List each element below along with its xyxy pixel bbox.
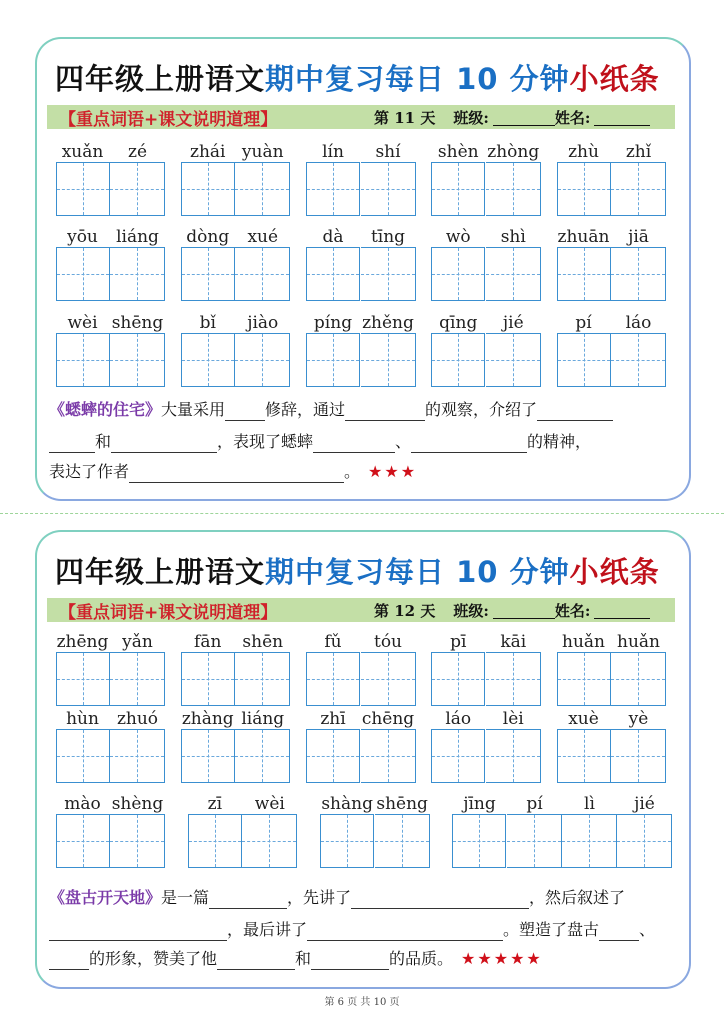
day-label: 第 12 天 xyxy=(374,601,436,620)
character-cell xyxy=(431,708,486,783)
character-cell xyxy=(556,141,611,216)
blank[interactable] xyxy=(49,951,89,970)
day-12-card xyxy=(35,530,691,989)
tianzige-writing-box[interactable] xyxy=(181,333,235,387)
blank[interactable] xyxy=(345,402,425,421)
tianzige-writing-box[interactable] xyxy=(611,162,666,216)
sentence-text: 、 xyxy=(395,432,412,451)
topic-label: 【重点词语+课文说明道理】 xyxy=(59,602,278,623)
sentence-text: ，表现了蟋蟀 xyxy=(217,432,314,451)
tianzige-writing-box[interactable] xyxy=(110,333,165,387)
sentence-text: 四年级上册语文 xyxy=(55,555,266,589)
class-label: 班级: xyxy=(453,601,489,620)
blank[interactable] xyxy=(217,951,295,970)
pinyin-label: píng xyxy=(313,313,353,333)
title-part-1: 四年级上册语文 xyxy=(55,62,266,96)
blank[interactable] xyxy=(307,922,503,941)
pinyin-label: hùn xyxy=(66,709,99,729)
character-cell xyxy=(562,793,617,868)
blank[interactable] xyxy=(599,922,639,941)
tianzige-writing-box[interactable] xyxy=(320,814,374,868)
name-field[interactable] xyxy=(594,109,650,126)
sentence-text: 大量采用 xyxy=(161,400,226,419)
pinyin-label: huǎn xyxy=(617,632,660,652)
character-cell xyxy=(486,226,541,301)
character-cell xyxy=(55,708,110,783)
character-cell xyxy=(617,793,672,868)
pinyin-label: jiào xyxy=(247,313,279,333)
tianzige-writing-box[interactable] xyxy=(486,652,541,706)
sentence-line-2 xyxy=(49,431,591,453)
pinyin-label: xué xyxy=(247,227,279,247)
tianzige-writing-box[interactable] xyxy=(486,247,541,301)
character-cell xyxy=(306,631,361,706)
character-cell xyxy=(235,226,290,301)
pinyin-label: tīng xyxy=(370,227,406,247)
tianzige-writing-box[interactable] xyxy=(235,333,290,387)
tianzige-writing-box[interactable] xyxy=(611,333,666,387)
tianzige-writing-box[interactable] xyxy=(431,247,485,301)
pinyin-label: bǐ xyxy=(199,313,216,333)
tianzige-writing-box[interactable] xyxy=(181,247,235,301)
character-cell xyxy=(361,312,416,387)
character-cell xyxy=(55,793,110,868)
sentence-text: 修辞，通过 xyxy=(265,400,346,419)
pinyin-label: lì xyxy=(584,794,595,814)
character-cell xyxy=(110,631,165,706)
sentence-text: 的观察，介绍了 xyxy=(425,400,538,419)
blank[interactable] xyxy=(311,951,389,970)
pinyin-label: láo xyxy=(445,709,472,729)
pinyin-label: liáng xyxy=(241,709,285,729)
word-group xyxy=(452,793,672,868)
character-cell xyxy=(180,631,235,706)
tianzige-writing-box[interactable] xyxy=(431,333,485,387)
character-cell xyxy=(180,141,235,216)
word-group xyxy=(306,226,416,301)
word-group xyxy=(431,226,541,301)
pinyin-label: wèi xyxy=(67,313,98,333)
word-group xyxy=(55,312,165,387)
blank[interactable] xyxy=(537,402,613,421)
blank[interactable] xyxy=(225,402,265,421)
title-part-2: 期中复习每日 10 分钟 xyxy=(265,62,570,96)
character-cell xyxy=(320,793,375,868)
character-cell xyxy=(556,312,611,387)
word-group xyxy=(556,631,666,706)
word-group xyxy=(556,141,666,216)
pinyin-label: zhù xyxy=(568,142,599,162)
tianzige-writing-box[interactable] xyxy=(56,652,110,706)
pinyin-label: lèi xyxy=(502,709,524,729)
character-cell xyxy=(611,631,666,706)
pinyin-label: zhī xyxy=(320,709,346,729)
tianzige-writing-box[interactable] xyxy=(431,652,485,706)
pinyin-label: zhǐ xyxy=(625,142,652,162)
tianzige-writing-box[interactable] xyxy=(181,729,235,783)
tianzige-writing-box[interactable] xyxy=(361,652,416,706)
sentence-text: ，然后叙述了 xyxy=(529,888,626,907)
worksheet-title xyxy=(55,550,660,591)
pinyin-label: dà xyxy=(322,227,344,247)
pinyin-label: pí xyxy=(575,313,592,333)
pinyin-label: zhái xyxy=(190,142,226,162)
pinyin-label: shàng xyxy=(321,794,373,814)
word-group xyxy=(55,708,165,783)
character-cell xyxy=(486,141,541,216)
pinyin-label: zhěng xyxy=(362,313,414,333)
tianzige-writing-box[interactable] xyxy=(56,162,110,216)
pinyin-label: zhuān xyxy=(557,227,610,247)
pinyin-label: chēng xyxy=(361,709,415,729)
pinyin-label: pī xyxy=(450,632,467,652)
word-group xyxy=(431,312,541,387)
tianzige-writing-box[interactable] xyxy=(110,162,165,216)
pinyin-label: jīng xyxy=(463,794,496,814)
sentence-line-1 xyxy=(49,399,613,421)
character-cell xyxy=(431,631,486,706)
pinyin-label: shēng xyxy=(111,313,164,333)
word-group xyxy=(306,312,416,387)
word-group xyxy=(55,793,165,868)
tianzige-writing-box[interactable] xyxy=(306,652,360,706)
character-cell xyxy=(180,226,235,301)
blank[interactable] xyxy=(313,434,395,453)
sentence-text: 的品质。 xyxy=(389,949,454,968)
pinyin-label: pí xyxy=(526,794,543,814)
character-cell xyxy=(556,631,611,706)
tianzige-writing-box[interactable] xyxy=(486,729,541,783)
tianzige-writing-box[interactable] xyxy=(617,814,672,868)
pinyin-label: yōu xyxy=(67,227,98,247)
character-cell xyxy=(187,793,242,868)
pinyin-label: xuǎn xyxy=(61,142,104,162)
pinyin-row xyxy=(55,631,666,706)
pinyin-label: liáng xyxy=(116,227,159,247)
word-group xyxy=(180,312,290,387)
sentence-text: 表达了作者 xyxy=(49,462,130,481)
tianzige-writing-box[interactable] xyxy=(56,247,110,301)
character-cell xyxy=(611,708,666,783)
character-cell xyxy=(431,226,486,301)
pinyin-label: xuè xyxy=(568,709,599,729)
character-cell xyxy=(242,793,297,868)
lesson-title: 《盘古开天地》 xyxy=(49,888,162,907)
character-cell xyxy=(235,708,290,783)
sentence-line-1 xyxy=(49,887,625,909)
word-group xyxy=(180,141,290,216)
tianzige-writing-box[interactable] xyxy=(431,729,485,783)
sentence-text: 小纸条 xyxy=(569,555,660,589)
title-part-3: 小纸条 xyxy=(569,62,660,96)
character-cell xyxy=(361,141,416,216)
tianzige-writing-box[interactable] xyxy=(611,247,666,301)
word-group xyxy=(55,226,165,301)
word-group xyxy=(306,141,416,216)
word-group xyxy=(180,226,290,301)
character-cell xyxy=(452,793,507,868)
pinyin-label: shì xyxy=(500,227,526,247)
pinyin-label: jié xyxy=(634,794,655,814)
character-cell xyxy=(611,141,666,216)
cut-line-divider xyxy=(0,513,724,514)
blank[interactable] xyxy=(111,434,217,453)
topic-label: 【重点词语+课文说明道理】 xyxy=(59,109,278,130)
page-number: 第 6 页 共 10 页 xyxy=(324,997,400,1008)
character-cell xyxy=(431,312,486,387)
class-field[interactable] xyxy=(493,109,555,126)
character-cell xyxy=(361,226,416,301)
pinyin-label: wò xyxy=(445,227,471,247)
lesson-title: 《蟋蟀的住宅》 xyxy=(49,400,162,419)
pinyin-label: jiā xyxy=(628,227,649,247)
character-cell xyxy=(110,708,165,783)
tianzige-writing-box[interactable] xyxy=(235,729,290,783)
tianzige-writing-box[interactable] xyxy=(306,333,360,387)
day-label: 第 11 天 xyxy=(374,108,436,127)
word-group xyxy=(306,631,416,706)
pinyin-label: shí xyxy=(375,142,401,162)
day-11-card xyxy=(35,37,691,501)
tianzige-writing-box[interactable] xyxy=(110,652,165,706)
character-cell xyxy=(55,226,110,301)
pinyin-label: zhàng xyxy=(181,709,234,729)
tianzige-writing-box[interactable] xyxy=(611,729,666,783)
pinyin-row xyxy=(55,708,666,783)
pinyin-label: huǎn xyxy=(562,632,605,652)
pinyin-label: dòng xyxy=(186,227,230,247)
sentence-text: 。 xyxy=(344,462,361,481)
sentence-text: 和 xyxy=(295,949,312,968)
character-cell xyxy=(180,708,235,783)
pinyin-label: yǎn xyxy=(122,632,153,652)
blank[interactable] xyxy=(351,890,529,909)
tianzige-writing-box[interactable] xyxy=(361,247,416,301)
pinyin-row xyxy=(55,793,672,868)
character-cell xyxy=(306,226,361,301)
pinyin-label: shèn xyxy=(437,142,479,162)
pinyin-label: zé xyxy=(127,142,148,162)
word-group xyxy=(320,793,430,868)
tianzige-writing-box[interactable] xyxy=(557,162,611,216)
tianzige-writing-box[interactable] xyxy=(56,333,110,387)
character-cell xyxy=(55,631,110,706)
pinyin-label: mào xyxy=(64,794,101,814)
tianzige-writing-box[interactable] xyxy=(486,333,541,387)
character-cell xyxy=(306,312,361,387)
name-label: 姓名: xyxy=(554,108,591,127)
sentence-text: ，最后讲了 xyxy=(227,920,308,939)
tianzige-writing-box[interactable] xyxy=(235,652,290,706)
worksheet-title xyxy=(55,57,660,98)
sentence-text: ，先讲了 xyxy=(287,888,352,907)
sentence-line-3 xyxy=(49,948,543,970)
tianzige-writing-box[interactable] xyxy=(181,162,235,216)
tianzige-writing-box[interactable] xyxy=(242,814,297,868)
sentence-text: 。塑造了盘古 xyxy=(503,920,600,939)
tianzige-writing-box[interactable] xyxy=(431,162,485,216)
tianzige-writing-box[interactable] xyxy=(557,333,611,387)
blank[interactable] xyxy=(49,922,227,941)
character-cell xyxy=(611,312,666,387)
character-cell xyxy=(507,793,562,868)
name-label: 姓名: xyxy=(554,601,591,620)
class-field[interactable] xyxy=(493,602,555,619)
character-cell xyxy=(110,226,165,301)
character-cell xyxy=(611,226,666,301)
tianzige-writing-box[interactable] xyxy=(361,333,416,387)
character-cell xyxy=(180,312,235,387)
character-cell xyxy=(375,793,430,868)
character-cell xyxy=(556,226,611,301)
sentence-text: 期中复习每日 10 分钟 xyxy=(265,555,570,589)
character-cell xyxy=(55,312,110,387)
character-cell xyxy=(235,312,290,387)
character-cell xyxy=(306,708,361,783)
tianzige-writing-box[interactable] xyxy=(188,814,242,868)
character-cell xyxy=(235,631,290,706)
pinyin-label: zhòng xyxy=(487,142,540,162)
sentence-text: 和 xyxy=(95,432,112,451)
class-label: 班级: xyxy=(453,108,489,127)
pinyin-label: zhēng xyxy=(56,632,109,652)
character-cell xyxy=(55,141,110,216)
pinyin-label: jié xyxy=(502,313,524,333)
pinyin-label: zhuó xyxy=(116,709,159,729)
blank[interactable] xyxy=(129,464,344,483)
word-group xyxy=(431,708,541,783)
tianzige-writing-box[interactable] xyxy=(557,652,611,706)
pinyin-label: shèng xyxy=(111,794,164,814)
sentence-text: 的形象，赞美了他 xyxy=(89,949,218,968)
character-cell xyxy=(486,312,541,387)
word-group xyxy=(180,631,290,706)
character-cell xyxy=(486,708,541,783)
word-group xyxy=(180,708,290,783)
pinyin-row xyxy=(55,141,666,216)
sentence-text: 的精神， xyxy=(527,432,592,451)
pinyin-label: shēng xyxy=(376,794,428,814)
difficulty-stars: ★★★ xyxy=(368,462,418,481)
word-group xyxy=(55,141,165,216)
character-cell xyxy=(110,312,165,387)
pinyin-label: tóu xyxy=(373,632,402,652)
tianzige-writing-box[interactable] xyxy=(56,814,110,868)
tianzige-writing-box[interactable] xyxy=(557,247,611,301)
tianzige-writing-box[interactable] xyxy=(611,652,666,706)
word-group xyxy=(306,708,416,783)
character-cell xyxy=(431,141,486,216)
tianzige-writing-box[interactable] xyxy=(507,814,562,868)
tianzige-writing-box[interactable] xyxy=(181,652,235,706)
pinyin-label: fān xyxy=(194,632,222,652)
sentence-line-3 xyxy=(49,461,417,483)
pinyin-label: kāi xyxy=(500,632,527,652)
pinyin-label: fǔ xyxy=(324,632,342,652)
word-group xyxy=(556,708,666,783)
pinyin-label: yè xyxy=(628,709,649,729)
character-cell xyxy=(306,141,361,216)
pinyin-label: zī xyxy=(207,794,223,814)
character-cell xyxy=(486,631,541,706)
tianzige-writing-box[interactable] xyxy=(562,814,617,868)
tianzige-writing-box[interactable] xyxy=(110,729,165,783)
pinyin-label: yuàn xyxy=(241,142,284,162)
tianzige-writing-box[interactable] xyxy=(110,247,165,301)
word-group xyxy=(55,631,165,706)
pinyin-row xyxy=(55,312,666,387)
tianzige-writing-box[interactable] xyxy=(56,729,110,783)
pinyin-label: shēn xyxy=(242,632,284,652)
word-group xyxy=(556,226,666,301)
character-cell xyxy=(110,793,165,868)
tianzige-writing-box[interactable] xyxy=(306,162,360,216)
blank[interactable] xyxy=(49,434,95,453)
header-bar xyxy=(47,598,675,622)
character-cell xyxy=(556,708,611,783)
tianzige-writing-box[interactable] xyxy=(452,814,506,868)
blank[interactable] xyxy=(411,434,527,453)
sentence-text: 是一篇 xyxy=(161,888,210,907)
pinyin-row xyxy=(55,226,666,301)
tianzige-writing-box[interactable] xyxy=(557,729,611,783)
name-field[interactable] xyxy=(594,602,650,619)
pinyin-label: qīng xyxy=(439,313,478,333)
tianzige-writing-box[interactable] xyxy=(306,247,360,301)
blank[interactable] xyxy=(209,890,287,909)
tianzige-writing-box[interactable] xyxy=(361,729,416,783)
tianzige-writing-box[interactable] xyxy=(235,162,290,216)
tianzige-writing-box[interactable] xyxy=(306,729,360,783)
sentence-line-2 xyxy=(49,919,655,941)
sentence-text: 、 xyxy=(639,920,656,939)
tianzige-writing-box[interactable] xyxy=(486,162,541,216)
tianzige-writing-box[interactable] xyxy=(375,814,430,868)
tianzige-writing-box[interactable] xyxy=(110,814,165,868)
word-group xyxy=(431,631,541,706)
word-group xyxy=(556,312,666,387)
difficulty-stars: ★★★★★ xyxy=(461,949,543,968)
pinyin-label: láo xyxy=(625,313,652,333)
word-group xyxy=(431,141,541,216)
character-cell xyxy=(361,708,416,783)
header-bar xyxy=(47,105,675,129)
character-cell xyxy=(361,631,416,706)
character-cell xyxy=(235,141,290,216)
tianzige-writing-box[interactable] xyxy=(361,162,416,216)
tianzige-writing-box[interactable] xyxy=(235,247,290,301)
character-cell xyxy=(110,141,165,216)
word-group xyxy=(187,793,297,868)
pinyin-label: wèi xyxy=(254,794,285,814)
pinyin-label: lín xyxy=(322,142,344,162)
